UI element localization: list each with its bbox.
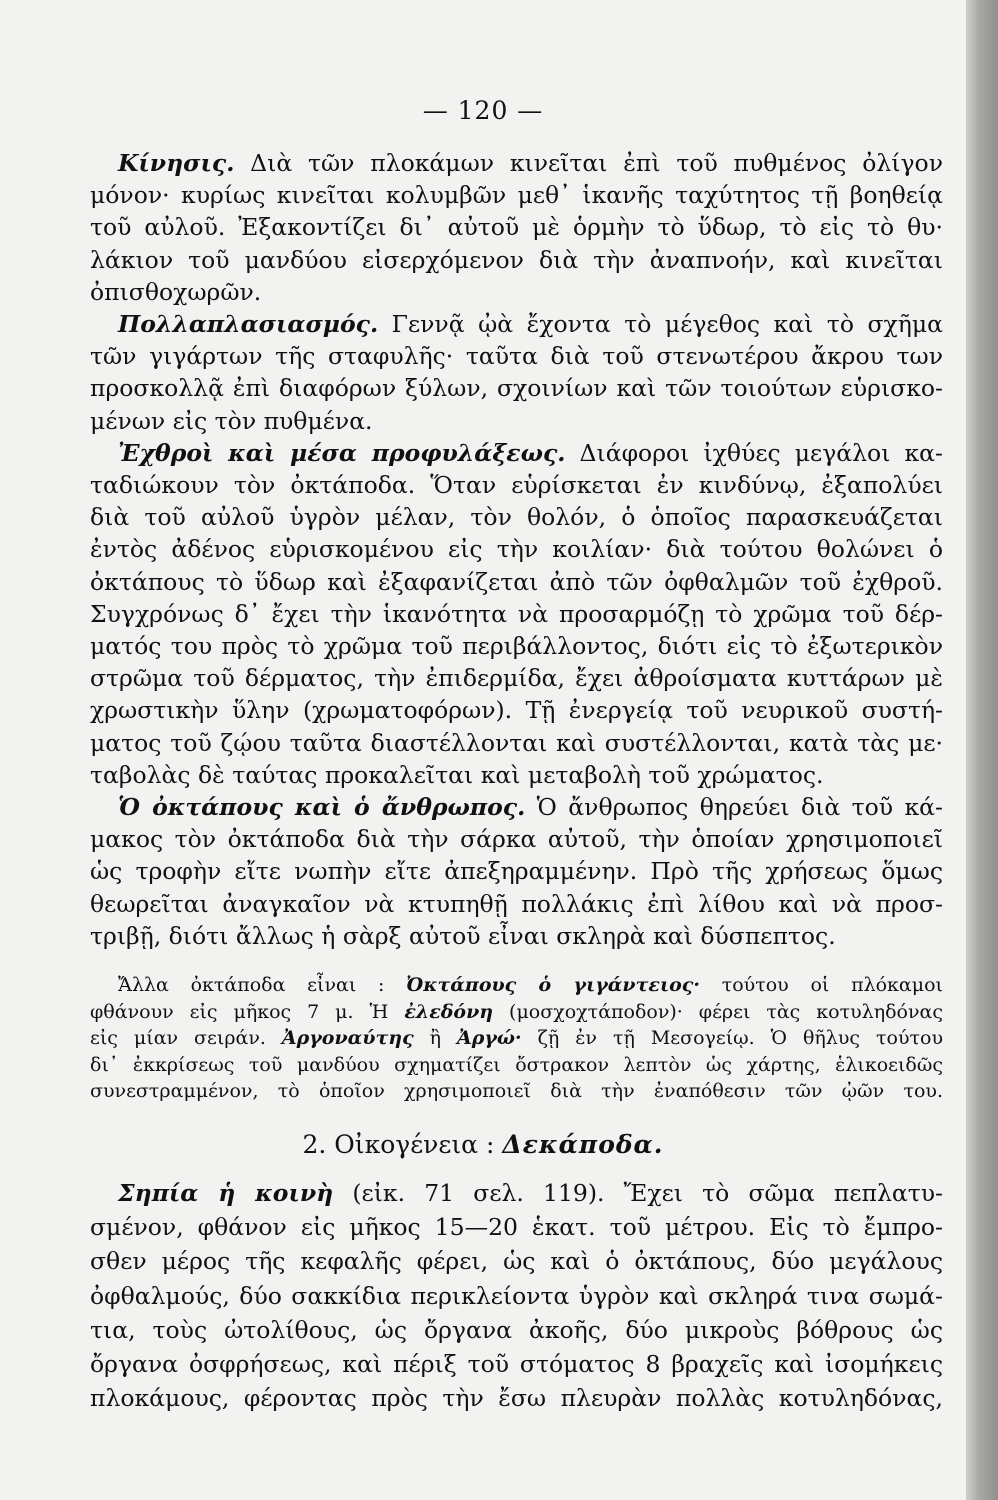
line-text: ὄργανα ὀσφρήσεως, καὶ πέριξ τοῦ στόματος 8 βραχεῖς καὶ ἰσομήκεις [90,1350,943,1378]
paragraph-line [90,470,943,500]
line-text: Συγχρόνως δ᾽ ἔχει τὴν ἱκανότητα νὰ προσαρμόζῃ τὸ χρῶμα τοῦ δέρ- [90,599,943,628]
line-text: Ὁ ἄνθρωπος θηρεύει διὰ τοῦ κά- [525,793,943,821]
section-heading [0,1128,966,1162]
line-text: τούτου οἱ πλόκαμοι [700,974,943,996]
paragraph-line [90,695,943,725]
paragraph-line [90,856,943,886]
line-text: ταβολὰς δὲ ταύτας προκαλεῖται καὶ μεταβολὴ τοῦ χρώματος. [90,760,824,789]
term-heading: Ἐχθροὶ καὶ μέσα προφυλάξεως. [118,438,566,467]
line-text: μένων εἰς τὸν πυθμένα. [90,406,373,435]
line-text: ὀκτάπους τὸ ὕδωρ καὶ ἐξαφανίζεται ἀπὸ τῶν ὀφθαλμῶν τοῦ ἐχθροῦ. [90,567,943,596]
line-text: ἐντὸς ἀδένος εὑρισκομένου εἰς τὴν κοιλίαν· διὰ τούτου θολώνει ὁ [90,535,943,564]
term-heading: ἐλεδόνη [404,1000,494,1023]
line-text: μακος τὸν ὀκτάποδα διὰ τὴν σάρκα αὐτοῦ, τὴν ὁποίαν χρησιμοποιεῖ [90,825,943,854]
line-text: λάκιον τοῦ μανδύου εἰσερχόμενον διὰ τὴν ἀναπνοήν, καὶ κινεῖται [90,245,943,274]
section-paragraph-line [90,1212,943,1242]
page-number: — 120 — [422,96,544,125]
line-text: τῶν γιγάρτων τῆς σταφυλῆς· ταῦτα διὰ τοῦ στενωτέρου ἄκρου των [90,342,943,371]
line-text: μόνον· κυρίως κινεῖται κολυμβῶν μεθ᾽ ἱκανῆς ταχύτητος τῇ βοηθείᾳ [90,181,943,210]
section-paragraph-line [118,1178,943,1208]
line-text: εἰς μίαν σειράν. [90,1027,282,1049]
book-spine [966,0,998,1500]
line-text: διὰ τοῦ αὐλοῦ ὑγρὸν μέλαν, τὸν θολόν, ὁ ὁποῖος παρασκευάζεται [90,503,943,532]
paragraph-line [90,921,943,951]
section-paragraph-line [90,1246,943,1276]
paragraph-line [90,599,943,629]
paragraph-line [90,889,943,919]
paragraph-line [90,534,943,564]
paragraph-line [90,567,943,597]
line-text: ὀφθαλμούς, δύο σακκίδια περικλείοντα ὑγρὸν καὶ σκληρά τινα σωμά- [90,1281,943,1310]
term-heading: Ἀργώ· [456,1027,522,1049]
section-paragraph-line [90,1315,943,1345]
term-heading: Ὁ ὀκτάπους καὶ ὁ ἄνθρωπος. [118,793,526,821]
line-text: ὡς τροφὴν εἴτε νωπὴν εἴτε ἀπεξηραμμένην. Πρὸ τῆς χρήσεως ὅμως [90,857,943,886]
term-heading: Κίνησις. [118,149,235,177]
term-heading: Ἀργοναύτης [281,1027,414,1049]
section-heading-name: Δεκάποδα. [502,1130,664,1159]
line-text: ταδιώκουν τὸν ὀκτάποδα. Ὅταν εὑρίσκεται ἐν κινδύνῳ, ἐξαπολύει [90,471,943,499]
paragraph-line [90,277,943,307]
paragraph-line [118,438,943,468]
line-text: συνεστραμμένον, τὸ ὁποῖον χρησιμοποιεῖ διὰ τὴν ἐναπόθεσιν τῶν ᾠῶν του. [90,1080,943,1102]
footnote-line [90,1025,943,1051]
footnote-line [90,1078,943,1104]
line-text: (μοσχοχτάποδον)· φέρει τὰς κοτυληδόνας [493,1000,943,1023]
line-text: σμένον, φθάνον εἰς μῆκος 15—20 ἑκατ. τοῦ μέτρου. Εἰς τὸ ἔμπρο- [90,1213,943,1242]
paragraph-line [90,663,943,693]
line-text: Γεννᾷ ᾠὰ ἔχοντα τὸ μέγεθος καὶ τὸ σχῆμα [378,310,943,338]
paragraph-line [118,148,943,178]
line-text: Ἄλλα ὀκτάποδα εἶναι : [118,974,407,996]
line-text: ζῇ ἐν τῇ Μεσογείῳ. Ὁ θῆλυς τούτου [521,1027,943,1049]
paragraph-line [90,245,943,275]
line-text: θεωρεῖται ἀναγκαῖον νὰ κτυπηθῇ πολλάκις ἐπὶ λίθου καὶ νὰ προσ- [90,889,943,918]
paragraph-line [90,212,943,242]
section-paragraph-line [90,1349,943,1379]
line-text: ὀπισθοχωρῶν. [90,277,262,306]
term-heading: Ὀκτάπους ὁ γιγάντειος· [406,974,700,996]
line-text: τοῦ αὐλοῦ. Ἐξακοντίζει δι᾽ αὐτοῦ μὲ ὁρμὴν τὸ ὕδωρ, τὸ εἰς τὸ θυ· [90,213,943,242]
paragraph-line [90,631,943,661]
line-text: Διὰ τῶν πλοκάμων κινεῖται ἐπὶ τοῦ πυθμένος ὀλίγον [234,149,943,177]
line-text: ματός του πρὸς τὸ χρῶμα τοῦ περιβάλλοντος, διότι εἰς τὸ ἐξωτερικὸν [90,632,943,660]
paragraph-line [90,341,943,371]
line-text: τια, τοὺς ὠτολίθους, ὡς ὄργανα ἀκοῆς, δύο μικροὺς βόθρους ὡς [90,1315,943,1344]
term-heading: Πολλαπλασιασμός. [118,310,379,338]
paragraph-line [118,792,943,822]
paragraph-line [90,760,943,790]
line-text: τριβῇ, διότι ἄλλως ἡ σὰρξ αὐτοῦ εἶναι σκληρὰ καὶ δύσπεπτος. [90,921,836,950]
section-paragraph-line [90,1281,943,1311]
line-text: δι᾽ ἐκκρίσεως τοῦ μανδύου σχηματίζει ὄστρακον λεπτὸν ὡς χάρτης, ἑλικοειδῶς [90,1053,943,1076]
line-text: (εἰκ. 71 σελ. 119). Ἔχει τὸ σῶμα πεπλατυ- [333,1179,943,1207]
line-text: χρωστικὴν ὕλην (χρωματοφόρων). Τῇ ἐνεργείᾳ τοῦ νευρικοῦ συστή- [90,696,943,725]
line-text: ματος τοῦ ζῴου ταῦτα διαστέλλονται καὶ συστέλλονται, κατὰ τὰς με· [90,728,943,757]
footnote-line [90,1052,943,1078]
paragraph-line [90,824,943,854]
line-text: ἢ [413,1027,457,1049]
paragraph-line [90,373,943,403]
footnote-line [90,999,943,1025]
paragraph-line [90,406,943,436]
line-text: σθεν μέρος τῆς κεφαλῆς φέρει, ὡς καὶ ὁ ὀκτάπους, δύο μεγάλους [90,1247,943,1276]
paragraph-line [118,309,943,339]
footnote-line [118,972,943,998]
section-heading-prefix: 2. Οἰκογένεια : [302,1130,503,1159]
line-text: πλοκάμους, φέροντας πρὸς τὴν ἔσω πλευρὰν πολλὰς κοτυληδόνας, [90,1384,943,1413]
term-heading: Σηπία ἡ κοινὴ [118,1179,334,1207]
paragraph-line [90,180,943,210]
line-text: στρῶμα τοῦ δέρματος, τὴν ἐπιδερμίδα, ἔχει ἀθροίσματα κυττάρων μὲ [90,664,943,693]
paragraph-line [90,502,943,532]
line-text: Διάφοροι ἰχθύες μεγάλοι κα- [565,438,943,467]
line-text: προσκολλᾷ ἐπὶ διαφόρων ξύλων, σχοινίων καὶ τῶν τοιούτων εὑρισκο- [90,374,943,403]
paragraph-line [90,728,943,758]
line-text: φθάνουν εἰς μῆκος 7 μ. Ἡ [90,1000,405,1023]
section-paragraph-line [90,1383,943,1413]
